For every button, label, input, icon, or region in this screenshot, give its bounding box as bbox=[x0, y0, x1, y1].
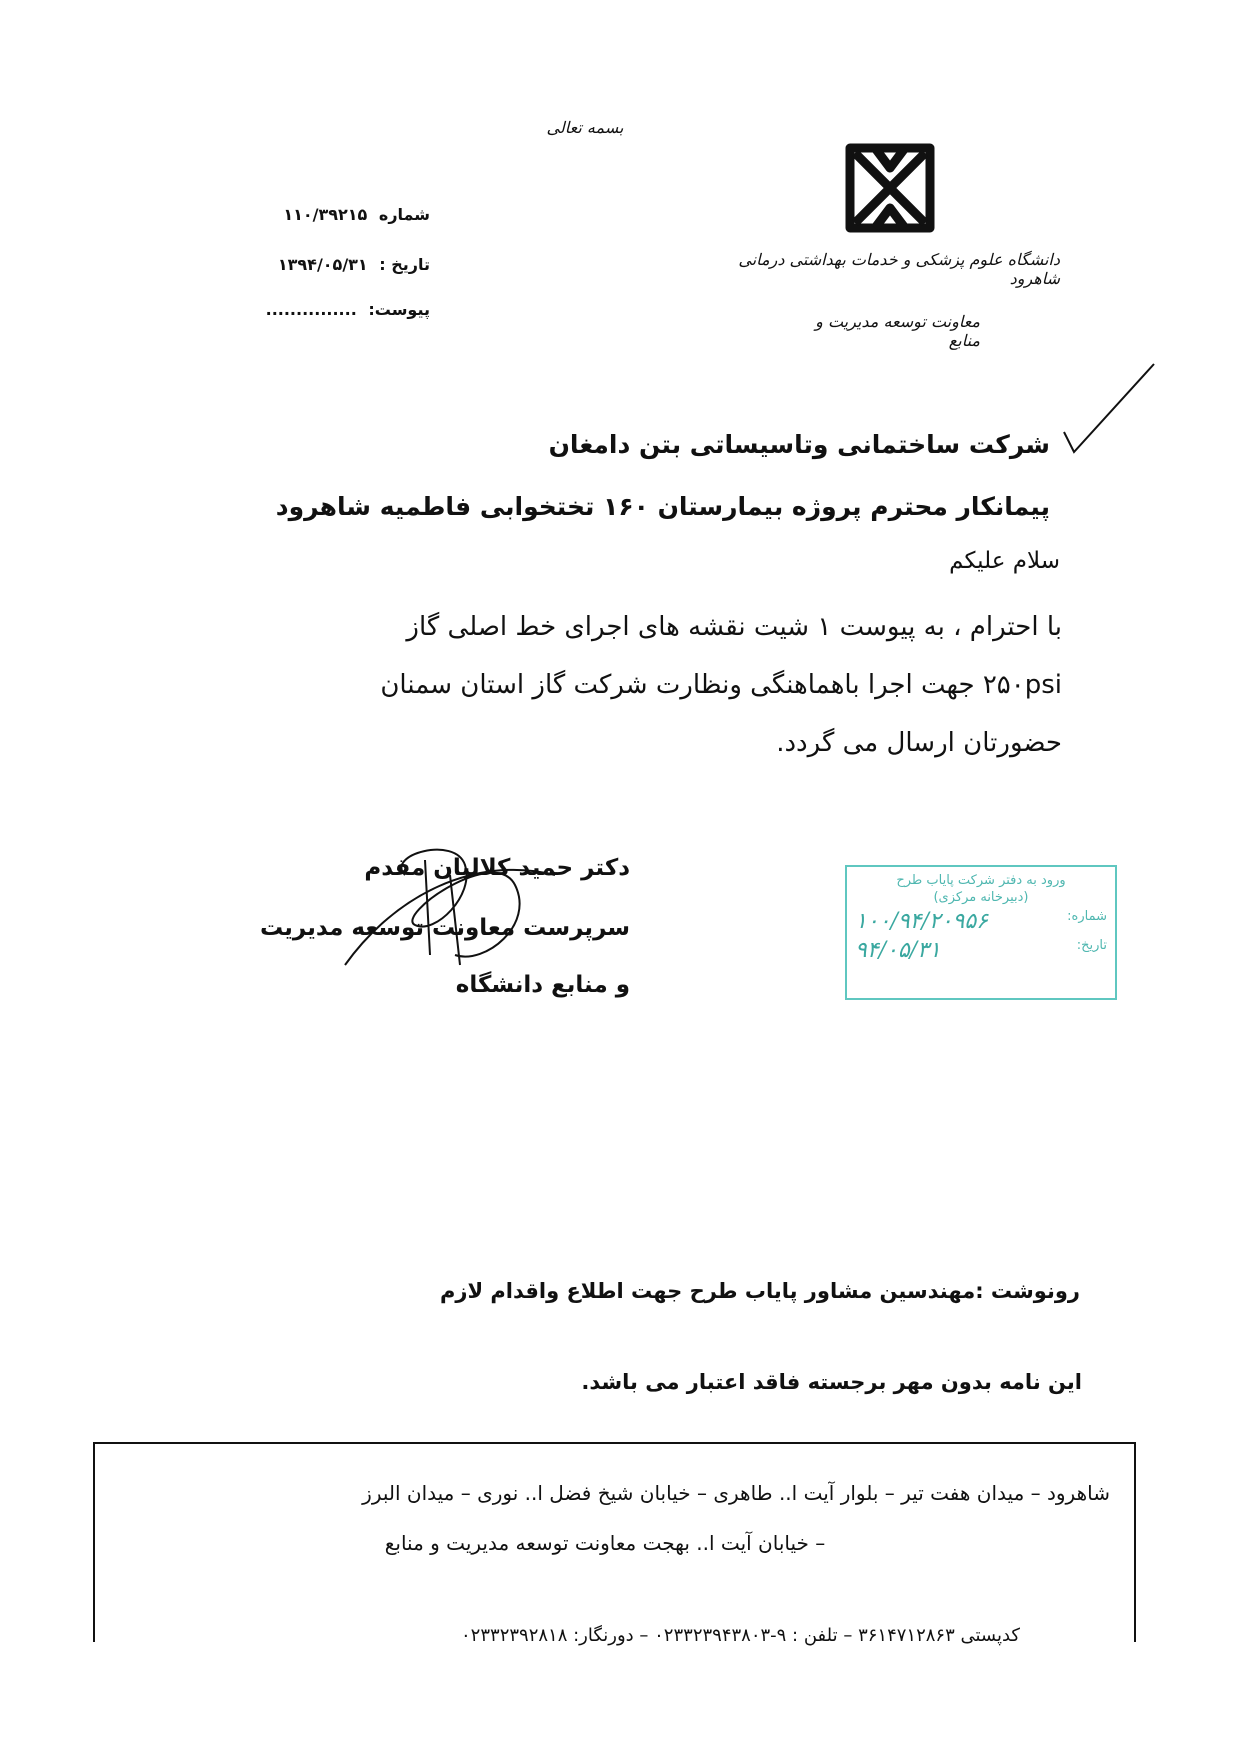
recipient-contractor: پیمانکار محترم پروژه بیمارستان ۱۶۰ تختخوابی فاطمیه شاهرود bbox=[275, 492, 1050, 521]
stamp-date-value: ۹۴/۰۵/۳۱ bbox=[855, 938, 941, 963]
university-name: دانشگاه علوم پزشکی و خدمات بهداشتی درمانی شاهرود bbox=[738, 250, 1060, 288]
letter-date-value: ۱۳۹۴/۰۵/۳۱ bbox=[277, 255, 368, 274]
letter-attachment-label: پیوست: bbox=[368, 300, 430, 319]
stamp-title: ورود به دفتر شرکت پایاب طرح bbox=[896, 873, 1066, 888]
letter-number bbox=[190, 205, 430, 224]
university-logo bbox=[835, 138, 945, 238]
letter-date bbox=[190, 255, 430, 274]
letter-attachment bbox=[190, 300, 430, 319]
letter-body-line: حضورتان ارسال می گردد. bbox=[776, 728, 1062, 758]
bismillah: بسمه تعالی bbox=[546, 118, 624, 137]
letter-date-label: تاریخ : bbox=[379, 255, 430, 274]
stamp-subtitle: (دبیرخانه مرکزی) bbox=[933, 890, 1029, 905]
stamp-date-row bbox=[847, 938, 1115, 963]
footer-address-line: – خیابان آیت ا.. بهجت معاونت توسعه مدیریت و منابع bbox=[384, 1531, 826, 1555]
footer-contact: کدپستی ۳۶۱۴۷۱۲۸۶۳ – تلفن : ۹-۰۲۳۳۲۳۹۴۳۸۰۳ – دورنگار: ۰۲۳۳۲۳۹۲۸۱۸ bbox=[461, 1625, 1020, 1646]
letter-body bbox=[182, 598, 1062, 772]
stamp-number-label: شماره: bbox=[1067, 909, 1107, 924]
letter-attachment-value: ............... bbox=[265, 300, 357, 319]
stamp-date-label: تاریخ: bbox=[1076, 938, 1107, 953]
footer-address-line: شاهرود – میدان هفت تیر – بلوار آیت ا.. طاهری – خیابان شیخ فضل ا.. نوری – میدان البرز bbox=[362, 1481, 1110, 1505]
carbon-copy-line: رونوشت :مهندسین مشاور پایاب طرح جهت اطلاع واقدام لازم bbox=[439, 1279, 1080, 1303]
stamp-number-value: ۱۰۰/۹۴/۲۰۹۵۶ bbox=[855, 909, 988, 934]
signatory-title: سرپرست معاونت توسعه مدیریت bbox=[259, 915, 630, 941]
handwritten-signature bbox=[255, 815, 575, 1015]
signatory-title-cont: و منابع دانشگاه bbox=[455, 972, 630, 998]
stamp-number-row bbox=[847, 909, 1115, 934]
letter-number-label: شماره bbox=[378, 205, 430, 224]
letter-body-line: ۲۵۰psi جهت اجرا باهماهنگی ونظارت شرکت گاز استان سمنان bbox=[380, 670, 1062, 700]
check-mark-icon bbox=[1062, 362, 1157, 462]
validity-notice: این نامه بدون مهر برجسته فاقد اعتبار می باشد. bbox=[581, 1370, 1082, 1394]
carbon-copy bbox=[220, 1268, 1080, 1314]
receipt-stamp bbox=[845, 865, 1117, 1000]
footer-address bbox=[100, 1468, 1110, 1568]
recipient-company: شرکت ساختمانی وتاسیساتی بتن دامغان bbox=[548, 430, 1050, 459]
department-name: معاونت توسعه مدیریت و منابع bbox=[815, 312, 980, 350]
letter-body-line: با احترام ، به پیوست ۱ شیت نقشه های اجرای خط اصلی گاز bbox=[406, 612, 1062, 642]
signatory-name: دکتر حمید کلالیان مقدم bbox=[364, 855, 630, 881]
greeting: سلام علیکم bbox=[949, 548, 1060, 574]
letter-number-value: ۱۱۰/۳۹۲۱۵ bbox=[283, 205, 368, 224]
